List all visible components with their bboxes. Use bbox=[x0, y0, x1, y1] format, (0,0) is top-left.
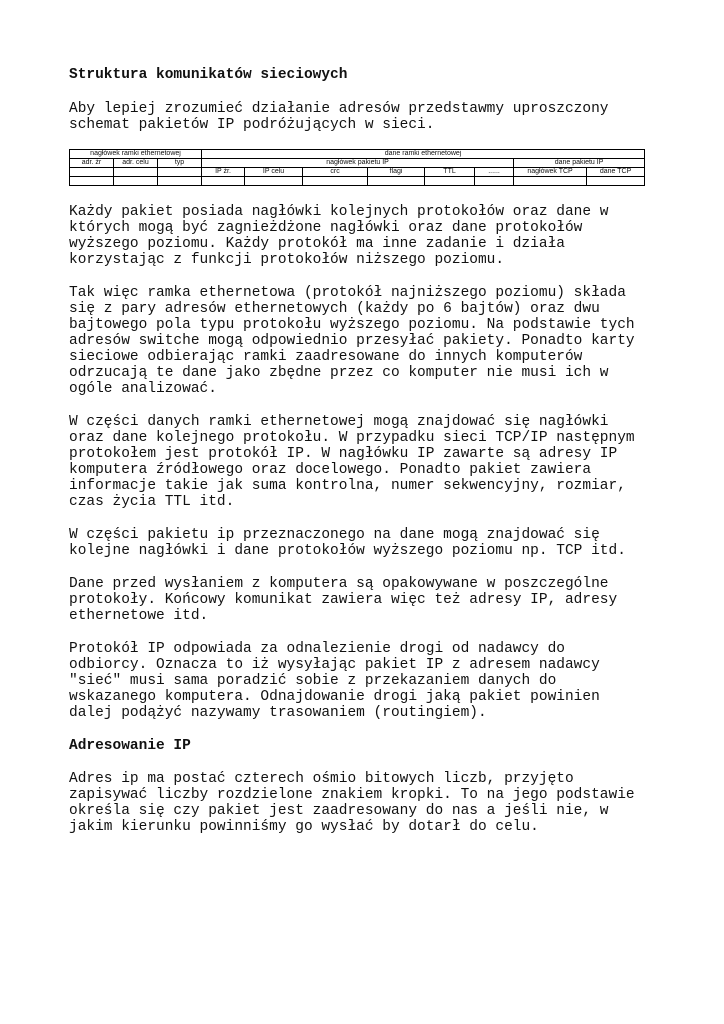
src-addr-cell: adr. źr bbox=[70, 159, 114, 168]
paragraph: Adres ip ma postać czterech ośmio bitowych liczb, przyjęto zapisywać liczby rozdzielone znakiem kropki. To na jego podstawie określa się czy pakiet jest zaadresowany do nas a jeśli nie, w jakim kierunku powinniśmy go wysłać by dotarł do celu. bbox=[69, 771, 635, 835]
document-page bbox=[69, 67, 659, 835]
document-title: Struktura komunikatów sieciowych bbox=[69, 67, 348, 83]
ttl-cell: TTL bbox=[425, 168, 475, 177]
dst-addr-cell: adr. celu bbox=[114, 159, 158, 168]
tcp-data-cell: dane TCP bbox=[587, 168, 645, 177]
type-cell: typ bbox=[158, 159, 202, 168]
ip-dst-cell: IP celu bbox=[245, 168, 303, 177]
table-row-ip bbox=[70, 159, 645, 168]
paragraph: W części danych ramki ethernetowej mogą znajdować się nagłówki oraz dane kolejnego protokołu. W przypadku sieci TCP/IP następnym protokołem jest protokół IP. W nagłówku IP zawarte są adresy IP komputera źródłowego oraz docelowego. Ponadto pakiet zawiera informacje takie jak suma kontrolna, numer sekwencyjny, rozmiar, czas życia TTL itd. bbox=[69, 414, 635, 510]
paragraph: W części pakietu ip przeznaczonego na dane mogą znajdować się kolejne nagłówki i dane protokołów wyższego poziomu np. TCP itd. bbox=[69, 527, 626, 559]
ip-header-cell: nagłówek pakietu IP bbox=[202, 159, 514, 168]
ip-src-cell: IP źr. bbox=[202, 168, 245, 177]
ip-data-cell: dane pakietu IP bbox=[514, 159, 645, 168]
paragraph: Każdy pakiet posiada nagłówki kolejnych protokołów oraz dane w których mogą być zagnieżdżone nagłówki oraz dane protokołów wyższego poziomu. Każdy protokół ma inne zadanie i działa korzystając z funkcji protokołów niższego poziomu. bbox=[69, 204, 609, 268]
table-row-empty bbox=[70, 177, 645, 186]
table-row-fields bbox=[70, 168, 645, 177]
paragraph: Tak więc ramka ethernetowa (protokół najniższego poziomu) składa się z pary adresów ethernetowych (każdy po 6 bajtów) oraz dwu bajtowego pola typu protokołu wyższego poziomu. Na podstawie tych adresów switche mogą odpowiednio przesyłać pakiety. Ponadto karty sieciowe odbierając ramki zaadresowane do innych komputerów odrzucają te dane jako zbędne przez co komputer nie musi ich w ogóle analizować. bbox=[69, 285, 635, 397]
dots-cell: ...... bbox=[475, 168, 514, 177]
crc-cell: crc bbox=[303, 168, 368, 177]
eth-data-cell: dane ramki ethernetowej bbox=[202, 150, 645, 159]
paragraph: Protokół IP odpowiada za odnalezienie drogi od nadawcy do odbiorcy. Oznacza to iż wysyłając pakiet IP z adresem nadawcy "sieć" musi sama poradzić sobie z przekazaniem danych do wskazanego komputera. Odnajdowanie drogi jaką pakiet powinien dalej podążyć nazywamy trasowaniem (routingiem). bbox=[69, 641, 600, 721]
section-heading: Adresowanie IP bbox=[69, 738, 191, 754]
paragraph: Dane przed wysłaniem z komputera są opakowywane w poszczególne protokoły. Końcowy komunikat zawiera więc też adresy IP, adresy ethernetowe itd. bbox=[69, 576, 618, 624]
table-row-eth bbox=[70, 150, 645, 159]
eth-header-cell: nagłówek ramki ethernetowej bbox=[70, 150, 202, 159]
intro-paragraph: Aby lepiej zrozumieć działanie adresów przedstawmy uproszczony schemat pakietów IP podróżujących w sieci. bbox=[69, 101, 609, 133]
tcp-header-cell: nagłówek TCP bbox=[514, 168, 587, 177]
packet-structure-table bbox=[69, 149, 645, 186]
flags-cell: flagi bbox=[368, 168, 425, 177]
